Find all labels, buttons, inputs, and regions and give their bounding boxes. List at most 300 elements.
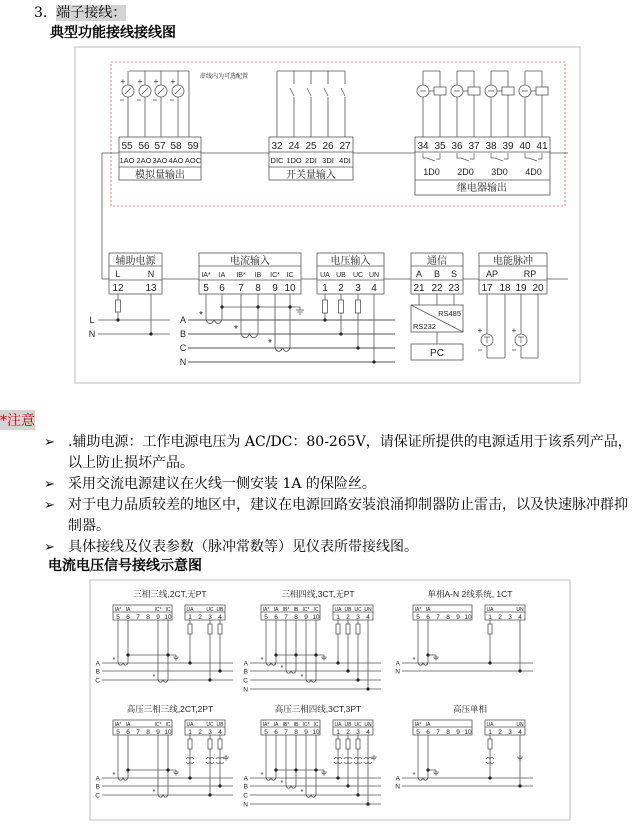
block-title: 模拟量输出 — [135, 170, 185, 181]
polarity-star: * — [260, 657, 264, 664]
junction-dot — [188, 776, 191, 779]
terminal-number: 7 — [136, 614, 140, 621]
panel-current-terminals — [261, 720, 320, 735]
terminal-label: UB — [216, 607, 224, 613]
terminal-number: 6 — [219, 283, 225, 294]
terminal-number: 10 — [464, 614, 472, 621]
terminal-number: 1 — [336, 614, 340, 621]
ct-coil-icon — [241, 334, 258, 338]
junction-dot — [149, 332, 152, 335]
fuse-icon — [336, 624, 340, 634]
terminal-number: 10 — [164, 614, 172, 621]
terminal-number: 7 — [436, 729, 440, 736]
notice-text: .辅助电源：工作电源电压为 AC/DC：80-265V，请保证所提供的电源适用于该系列产品，以上防止损坏产品。 — [68, 434, 632, 471]
terminal-label: IC — [286, 272, 294, 279]
terminal-number: 10 — [164, 729, 172, 736]
panel-line-label: B — [243, 783, 248, 791]
terminal-number: 5 — [116, 614, 120, 621]
junction-dot — [208, 678, 211, 681]
terminal-label: UN — [364, 722, 372, 728]
terminal-label: IC — [165, 607, 171, 613]
panel-title: 三相三线,2CT,无PT — [133, 589, 207, 599]
polarity-star: * — [260, 772, 264, 779]
plus-sign: + — [477, 326, 483, 335]
switch-contact-icon — [324, 88, 328, 96]
terminal-number: 8 — [446, 729, 450, 736]
fuse-icon — [218, 739, 222, 749]
terminal-number: 1 — [188, 729, 192, 736]
terminal-label: AOC — [184, 156, 202, 165]
panel-line-label: N — [395, 783, 400, 791]
fuse-icon — [188, 624, 192, 634]
terminal-number: 36 — [451, 141, 463, 152]
block-title: 通信 — [427, 256, 447, 267]
terminal-label: UB — [344, 607, 352, 613]
fuse-icon — [488, 739, 492, 749]
terminal-label: UA — [334, 607, 342, 613]
terminal-number: 2 — [498, 729, 502, 736]
fuse-icon — [188, 739, 192, 749]
panel-line-label: C — [243, 677, 248, 685]
terminal-number: 3 — [508, 614, 512, 621]
junction-dot — [336, 776, 339, 779]
fuse-icon — [356, 739, 360, 749]
terminal-number: 5 — [264, 614, 268, 621]
notice-title: *注意 — [0, 410, 35, 430]
panel-line-label: A — [243, 660, 248, 668]
terminal-number: 8 — [255, 283, 261, 294]
fuse-icon — [336, 739, 340, 749]
junction-dot — [294, 653, 297, 656]
terminal-number: 37 — [468, 141, 480, 152]
block-title: 电能脉冲 — [493, 256, 533, 267]
terminal-label: UA — [186, 722, 194, 728]
polarity-star: * — [234, 324, 238, 335]
terminal-number: 2 — [346, 614, 350, 621]
terminal-label: RP — [523, 269, 537, 279]
terminal-label: B — [433, 269, 441, 279]
terminal-number: 1 — [488, 729, 492, 736]
junction-dot — [346, 784, 349, 787]
terminal-label: IC* — [154, 607, 162, 613]
terminal-number: 10 — [312, 729, 320, 736]
panel-line-label: C — [243, 792, 248, 800]
terminal-label: IA* — [262, 722, 270, 728]
terminal-label: IC — [165, 722, 171, 728]
terminal-number: 17 — [481, 283, 493, 294]
arrow-bullet-icon: ➢ — [44, 540, 55, 555]
terminal-label: 2AO — [136, 156, 152, 165]
relay-label: 3D0 — [491, 167, 508, 177]
junction-dot — [339, 332, 342, 335]
junction-dot — [116, 318, 119, 321]
terminal-label: UB — [336, 272, 346, 279]
terminal-label: UB — [216, 722, 224, 728]
panel-current-terminals — [413, 720, 472, 735]
terminal-label: IA — [125, 607, 131, 613]
fuse-icon — [356, 624, 360, 634]
rs485-label: RS485 — [438, 309, 461, 318]
terminal-number: 2 — [346, 729, 350, 736]
terminal-number: 4 — [518, 614, 522, 621]
ct-coil-icon — [206, 320, 222, 324]
terminal-number: 55 — [121, 141, 133, 152]
load-icon — [536, 87, 548, 95]
panel-title: 高压三相三线,2CT,2PT — [126, 704, 214, 714]
terminal-label: IA* — [114, 607, 122, 613]
fuse-icon — [116, 300, 121, 312]
terminal-label: 4AO — [168, 156, 184, 165]
terminal-number: 6 — [274, 614, 278, 621]
terminal-label: UC — [352, 272, 364, 279]
terminal-label: IA* — [414, 607, 422, 613]
panel-line-label: N — [243, 686, 248, 694]
notice-text: 具体接线及仪表参数（脉冲常数等）见仪表所带接线图。 — [68, 539, 418, 555]
junction-dot — [336, 661, 339, 664]
junction-dot — [488, 661, 491, 664]
terminal-number: 7 — [238, 283, 244, 294]
terminal-number: 10 — [312, 614, 320, 621]
terminal-number: 57 — [154, 141, 166, 152]
panel-line-label: N — [395, 668, 400, 676]
switch-contact-icon — [341, 88, 345, 96]
notice-text: 对于电力品质较差的地区中，建议在电源回路安装浪涌抑制器防止雷击，以及快速脉冲群抑制器。 — [68, 497, 628, 534]
polarity-star: * — [199, 310, 203, 321]
terminal-number: 12 — [112, 283, 124, 294]
junction-dot — [218, 669, 221, 672]
terminal-label: IC — [313, 722, 319, 728]
polarity-star: * — [152, 789, 156, 796]
fuse-icon — [208, 624, 212, 634]
junction-dot — [372, 360, 375, 363]
polarity-star: * — [412, 657, 416, 664]
terminal-number: 21 — [413, 283, 425, 294]
terminal-number: 7 — [136, 729, 140, 736]
terminal-number: 6 — [274, 729, 278, 736]
terminal-number: 18 — [499, 283, 511, 294]
terminal-number: 34 — [417, 141, 429, 152]
terminal-label: IC* — [302, 607, 310, 613]
terminal-number: 4 — [366, 614, 370, 621]
terminal-label: IA — [273, 722, 279, 728]
fuse-icon — [346, 624, 350, 634]
terminal-number: 19 — [515, 283, 527, 294]
terminal-number: 5 — [264, 729, 268, 736]
terminal-number: 2 — [198, 729, 202, 736]
terminal-label: IA — [218, 272, 226, 279]
terminal-label: UC — [354, 722, 362, 728]
signal-wiring-title: 电流电压信号接线示意图 — [48, 558, 202, 574]
fuse-icon — [488, 624, 492, 634]
arrow-bullet-icon: ➢ — [44, 477, 55, 492]
ct-coil-icon — [275, 348, 290, 351]
terminal-number: 26 — [322, 141, 334, 152]
terminal-number: 10 — [284, 283, 296, 294]
block-title: 电压输入 — [330, 256, 371, 267]
section-title: 端子接线： — [56, 5, 127, 21]
terminal-label: S — [450, 269, 458, 279]
panel-line-label: B — [95, 668, 100, 676]
junction-dot — [314, 768, 317, 771]
terminal-number: 39 — [502, 141, 514, 152]
polarity-star: * — [280, 665, 284, 672]
junction-dot — [426, 768, 429, 771]
load-icon — [434, 87, 446, 95]
junction-dot — [188, 661, 191, 664]
block-title: 开关量输入 — [286, 170, 336, 181]
terminal-number: 1 — [188, 614, 192, 621]
optional-note: 虚线内为可选配置 — [200, 74, 249, 80]
fuse-icon — [218, 624, 222, 634]
terminal-number: 2 — [338, 283, 344, 294]
phase-line-label: A — [179, 315, 187, 325]
terminal-number: 9 — [456, 614, 460, 621]
terminal-number: 7 — [284, 614, 288, 621]
terminal-number: 4 — [218, 614, 222, 621]
junction-dot — [518, 784, 521, 787]
terminal-number: 38 — [485, 141, 497, 152]
terminal-number: 5 — [416, 614, 420, 621]
junction-dot — [366, 687, 369, 690]
junction-dot — [220, 305, 223, 308]
load-icon — [502, 87, 514, 95]
terminal-number: 3 — [208, 614, 212, 621]
terminal-number: 9 — [304, 614, 308, 621]
terminal-label: UC — [206, 607, 214, 613]
terminal-label: 1AO — [119, 156, 135, 165]
polarity-star: * — [300, 674, 304, 681]
line-label-L: L — [89, 315, 95, 325]
terminal-number: 4 — [218, 729, 222, 736]
terminal-number: 7 — [284, 729, 288, 736]
terminal-number: 9 — [156, 729, 160, 736]
terminal-number: 1 — [336, 729, 340, 736]
fuse-icon — [323, 300, 328, 313]
terminal-number: 1 — [488, 614, 492, 621]
terminal-number: 8 — [146, 729, 150, 736]
switch-contact-icon — [290, 88, 294, 96]
terminal-number: 10 — [464, 729, 472, 736]
junction-dot — [346, 669, 349, 672]
terminal-label: AP — [485, 269, 499, 279]
panel-line-label: C — [95, 792, 100, 800]
panel-title: 高压单相 — [452, 704, 488, 714]
load-icon — [468, 87, 480, 95]
terminal-number: 4 — [371, 283, 377, 294]
terminal-label: IB — [254, 272, 262, 279]
junction-dot — [323, 318, 326, 321]
terminal-number: 3 — [356, 729, 360, 736]
fuse-icon — [346, 739, 350, 749]
junction-dot — [274, 653, 277, 656]
panel-current-terminals — [113, 720, 172, 735]
junction-dot — [218, 784, 221, 787]
terminal-label: UA — [486, 607, 494, 613]
polarity-star: * — [112, 772, 116, 779]
terminal-number: 5 — [416, 729, 420, 736]
switch-contact-icon — [307, 88, 311, 96]
notice-text: 采用交流电源建议在火线一侧安装 1A 的保险丝。 — [68, 476, 376, 492]
terminal-number: 2 — [498, 614, 502, 621]
terminal-label: N — [147, 269, 155, 279]
terminal-label: IC* — [302, 722, 310, 728]
plus-sign: + — [153, 77, 159, 86]
terminal-label: IC* — [270, 272, 280, 279]
terminal-number: 24 — [288, 141, 300, 152]
polarity-star: * — [112, 657, 116, 664]
panel-line-label: N — [243, 801, 248, 809]
relay-label: 1D0 — [423, 167, 440, 177]
terminal-number: 6 — [126, 614, 130, 621]
relay-label: 2D0 — [457, 167, 474, 177]
junction-dot — [356, 793, 359, 796]
plus-sign: + — [511, 326, 517, 335]
junction-dot — [274, 768, 277, 771]
plus-sign: + — [137, 77, 143, 86]
junction-dot — [126, 768, 129, 771]
fuse-icon — [339, 300, 344, 313]
terminal-number: 20 — [532, 283, 544, 294]
terminal-number: 9 — [272, 283, 278, 294]
junction-dot — [366, 802, 369, 805]
terminal-number: 8 — [294, 729, 298, 736]
terminal-number: 56 — [138, 141, 150, 152]
terminal-number: 4 — [518, 729, 522, 736]
terminal-number: 9 — [456, 729, 460, 736]
junction-dot — [426, 653, 429, 656]
junction-dot — [126, 653, 129, 656]
panel-line-label: B — [95, 783, 100, 791]
relay-label: 4D0 — [525, 167, 542, 177]
plus-sign: + — [170, 77, 176, 86]
polarity-star: * — [412, 772, 416, 779]
terminal-label: UA — [334, 722, 342, 728]
phase-line-label: N — [179, 357, 187, 367]
panel-title: 单相A-N 2线系统, 1CT — [427, 589, 513, 599]
fuse-icon — [356, 300, 361, 313]
pc-label: PC — [430, 348, 444, 359]
terminal-label: L — [115, 269, 121, 279]
terminal-label: UC — [354, 607, 362, 613]
terminal-number: 25 — [305, 141, 317, 152]
terminal-number: 8 — [294, 614, 298, 621]
junction-dot — [356, 678, 359, 681]
terminal-number: 23 — [448, 283, 460, 294]
block-title: 辅助电源 — [115, 256, 156, 267]
phase-line-label: C — [179, 343, 187, 353]
terminal-number: 3 — [356, 614, 360, 621]
panel-line-label: B — [243, 668, 248, 676]
panel-title: 三相四线,3CT,无PT — [281, 589, 355, 599]
line-label-N: N — [88, 329, 96, 339]
terminal-number: 32 — [271, 141, 283, 152]
terminal-number: 6 — [126, 729, 130, 736]
terminal-number: 3 — [355, 283, 361, 294]
terminal-number: 3 — [208, 729, 212, 736]
terminal-number: 9 — [156, 614, 160, 621]
terminal-label: IA* — [114, 722, 122, 728]
terminal-number: 9 — [304, 729, 308, 736]
arrow-bullet-icon: ➢ — [44, 435, 55, 450]
terminal-label: 2DI — [305, 156, 317, 165]
terminal-number: 5 — [116, 729, 120, 736]
terminal-number: 7 — [436, 614, 440, 621]
terminal-label: UA — [486, 722, 494, 728]
terminal-label: IA — [425, 607, 431, 613]
junction-dot — [208, 793, 211, 796]
junction-dot — [356, 346, 359, 349]
section-number: 3. — [34, 5, 48, 21]
arrow-bullet-icon: ➢ — [44, 498, 55, 513]
terminal-label: IA — [425, 722, 431, 728]
terminal-label: A — [415, 269, 423, 279]
panel-line-label: A — [243, 775, 248, 783]
junction-dot — [518, 669, 521, 672]
terminal-number: 27 — [339, 141, 351, 152]
terminal-label: IA — [125, 722, 131, 728]
terminal-number: 58 — [170, 141, 182, 152]
junction-dot — [314, 653, 317, 656]
panel-line-label: C — [95, 677, 100, 685]
panel-current-terminals — [261, 605, 320, 620]
polarity-star: * — [268, 338, 272, 349]
terminal-label: IA — [273, 607, 279, 613]
polarity-star: * — [280, 780, 284, 787]
panel-line-label: A — [395, 660, 400, 668]
panel-line-label: A — [395, 775, 400, 783]
terminal-label: 1DO — [286, 156, 302, 165]
terminal-label: UA — [186, 607, 194, 613]
junction-dot — [256, 305, 259, 308]
polarity-star: * — [152, 674, 156, 681]
panel-line-label: A — [95, 660, 100, 668]
terminal-number: 6 — [426, 614, 430, 621]
terminal-label: UC — [206, 722, 214, 728]
terminal-number: 4 — [366, 729, 370, 736]
terminal-label: DIC — [270, 156, 284, 165]
terminal-label: 4DI — [339, 156, 351, 165]
terminal-number: 22 — [431, 283, 443, 294]
panel-title: 高压三相四线,3CT,3PT — [274, 704, 362, 714]
phase-line-label: B — [179, 329, 187, 339]
terminal-label: 3DI — [322, 156, 334, 165]
panel-current-terminals — [413, 605, 472, 620]
terminal-label: IB* — [236, 272, 246, 279]
polarity-star: * — [300, 789, 304, 796]
terminal-number: 41 — [536, 141, 548, 152]
terminal-label: UN — [516, 722, 524, 728]
terminal-label: UN — [364, 607, 372, 613]
junction-dot — [166, 768, 169, 771]
terminal-number: 35 — [434, 141, 446, 152]
terminal-number: 8 — [146, 614, 150, 621]
junction-dot — [294, 768, 297, 771]
fuse-icon — [208, 739, 212, 749]
terminal-label: IC — [313, 607, 319, 613]
junction-dot — [488, 776, 491, 779]
terminal-number: 6 — [426, 729, 430, 736]
wiring-title: 典型功能接线接线图 — [50, 25, 176, 41]
terminal-number: 40 — [519, 141, 531, 152]
terminal-number: 59 — [187, 141, 199, 152]
panel-current-terminals — [113, 605, 172, 620]
terminal-number: 5 — [203, 283, 209, 294]
terminal-label: UN — [368, 272, 380, 279]
plus-sign: + — [120, 77, 126, 86]
terminal-label: UN — [516, 607, 524, 613]
block-title: 继电器输出 — [457, 183, 507, 194]
terminal-label: IA* — [201, 272, 211, 279]
